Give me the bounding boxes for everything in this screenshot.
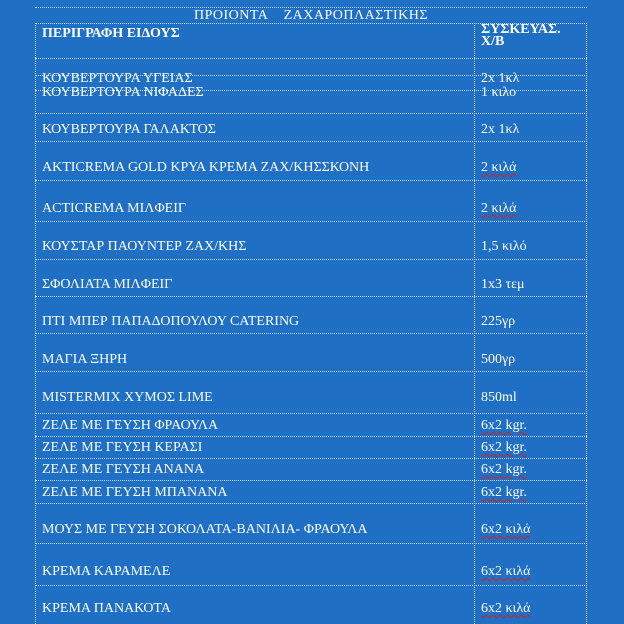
product-description: ΚΟΥΒΕΡΤΟΥΡΑ ΥΓΕΙΑΣ: [42, 71, 193, 86]
product-description: ΚΡΕΜΑ ΚΑΡΑΜΕΛΕ: [42, 564, 171, 579]
product-packaging: 1,5 κιλό: [481, 239, 527, 254]
row-divider: [35, 436, 587, 437]
product-packaging: 1 κιλο: [481, 85, 517, 100]
product-packaging: 850ml: [481, 390, 517, 405]
row-divider: [35, 503, 587, 504]
row-divider: [35, 458, 587, 459]
product-description: ΖΕΛΕ ΜΕ ΓΕΥΣΗ ΜΠΑΝΑΝΑ: [42, 485, 228, 500]
product-packaging: 225γρ: [481, 314, 516, 329]
product-description: ΜΟΥΣ ΜΕ ΓΕΥΣΗ ΣΟΚΟΛΑΤΑ-ΒΑΝΙΛΙΑ- ΦΡΑΟΥΛΑ: [42, 522, 368, 537]
product-packaging: 6x2 kgr.: [481, 485, 527, 500]
product-description: ΚΟΥΒΕΡΤΟΥΡΑ ΓΑΛΑΚΤΟΣ: [42, 122, 216, 137]
row-divider: [35, 371, 587, 372]
row-divider: [35, 333, 587, 334]
row-divider: [35, 296, 587, 297]
product-packaging: 6x2 κιλά: [481, 601, 531, 616]
product-description: ΖΕΛΕ ΜΕ ΓΕΥΣΗ ΦΡΑΟΥΛΑ: [42, 418, 219, 433]
product-description: ΜΑΓΙΑ ΞΗΡΗ: [42, 352, 128, 367]
column-header-packaging-unit: Χ/Β: [481, 34, 505, 49]
product-packaging: 6x2 κιλά: [481, 564, 531, 579]
column-header-description: ΠΕΡΙΓΡΑΦΗ ΕΙΔΟΥΣ: [42, 26, 180, 41]
row-divider: [35, 543, 587, 544]
products-table: [35, 23, 587, 624]
product-description: MISTERMIX ΧΥΜΟΣ LIME: [42, 390, 213, 405]
product-description: ACTICREMA ΜΙΛΦΕΙΓ: [42, 201, 186, 216]
product-description: ΠΤΙ ΜΠΕΡ ΠΑΠΑΔΟΠΟΥΛΟΥ CATERING: [42, 314, 300, 329]
row-divider: [35, 180, 587, 181]
row-divider: [35, 58, 587, 59]
product-description: AKTICREMA GOLD ΚΡΥΑ ΚΡΕΜΑ ΖΑΧ/ΚΗΣΣΚΟΝΗ: [42, 160, 370, 175]
product-packaging: 1x3 τεμ: [481, 277, 525, 292]
row-divider: [35, 480, 587, 481]
product-packaging: 6x2 kgr.: [481, 462, 527, 477]
product-packaging: 6x2 κιλά: [481, 522, 531, 537]
product-description: ΚΟΥΒΕΡΤΟΥΡΑ ΝΙΦΑΔΕΣ: [42, 85, 204, 100]
product-packaging: 2 κιλά: [481, 160, 517, 175]
row-divider: [35, 221, 587, 222]
row-divider: [35, 141, 587, 142]
product-packaging: 2x 1κλ: [481, 122, 520, 137]
row-divider: [35, 585, 587, 586]
product-description: ΣΦΟΛΙΑΤΑ ΜΙΛΦΕΙΓ: [42, 277, 173, 292]
column-divider: [586, 23, 587, 624]
product-description: ΚΟΥΣΤΑΡ ΠΑΟΥΝΤΕΡ ΖΑΧ/ΚΗΣ: [42, 239, 247, 254]
column-divider: [35, 23, 36, 624]
column-header-packaging: ΣΥΣΚΕΥΑΣ.: [481, 22, 561, 37]
column-divider: [474, 23, 475, 624]
product-description: ΖΕΛΕ ΜΕ ΓΕΥΣΗ ΑΝΑΝΑ: [42, 462, 205, 477]
product-packaging: 2 κιλά: [481, 201, 517, 216]
product-description: ΖΕΛΕ ΜΕ ΓΕΥΣΗ ΚΕΡΑΣΙ: [42, 440, 203, 455]
product-packaging: 2x 1κλ: [481, 71, 520, 86]
row-divider: [35, 259, 587, 260]
document-title: ΠΡΟΙΟΝΤΑ ΖΑΧΑΡΟΠΛΑΣΤΙΚΗΣ: [35, 7, 587, 24]
row-divider: [35, 113, 587, 114]
product-packaging: 500γρ: [481, 352, 516, 367]
product-packaging: 6x2 kgr.: [481, 440, 527, 455]
product-packaging: 6x2 kgr.: [481, 418, 527, 433]
product-description: ΚΡΕΜΑ ΠΑΝΑΚΟΤΑ: [42, 601, 171, 616]
row-divider: [35, 413, 587, 414]
